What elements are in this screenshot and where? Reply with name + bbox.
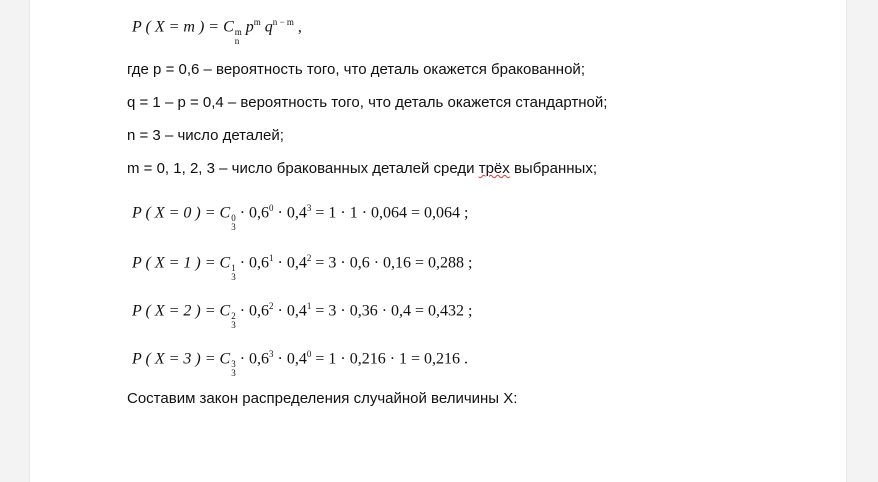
exp-q: 0 [306, 349, 312, 359]
binomial-sup: 0 [231, 213, 236, 224]
exp-q: 2 [306, 253, 312, 263]
text-closing: Составим закон распределения случайной величины X: [127, 390, 518, 407]
formula-end: ; [464, 254, 473, 272]
binomial-sub: 3 [231, 368, 236, 379]
factor-q: · 0,4 [273, 350, 307, 368]
binomial-sub: 3 [231, 222, 236, 233]
formula-x1 [132, 253, 473, 282]
formula-q: q [260, 18, 273, 36]
formula-rhs: = 3 · 0,36 · 0,4 = 0,432 [311, 302, 465, 320]
formula-lhs: P ( X = 0 ) = C [132, 204, 231, 222]
text-line-q: q = 1 – p = 0,4 – вероятность того, что деталь окажется стандартной; [127, 94, 608, 111]
factor-q: · 0,4 [273, 254, 307, 272]
formula-x3 [132, 349, 468, 378]
formula-lhs: P ( X = 3 ) = C [132, 350, 231, 368]
binomial-stack [235, 28, 242, 46]
formula-q-exp: n − m [272, 17, 294, 27]
binomial-sup: 1 [231, 263, 236, 274]
formula-x2 [132, 301, 473, 330]
exp-p: 1 [269, 253, 274, 263]
formula-general [132, 17, 302, 46]
formula-p: p [241, 18, 254, 36]
formula-p-exp: m [253, 17, 261, 27]
exp-p: 2 [269, 301, 274, 311]
formula-end: . [460, 350, 469, 368]
text-line-m-part1: m = 0, 1, 2, 3 – число бракованных деталей среди [127, 160, 479, 177]
text-line-p: где p = 0,6 – вероятность того, что деталь окажется бракованной; [127, 61, 585, 78]
formula-x0 [132, 203, 469, 232]
formula-end: ; [464, 302, 473, 320]
formula-lhs: P ( X = 2 ) = C [132, 302, 231, 320]
binomial-sup: 2 [231, 311, 236, 322]
exp-p: 3 [269, 349, 274, 359]
formula-end: , [293, 18, 302, 36]
text-line-n: n = 3 – число деталей; [127, 127, 284, 144]
formula-rhs: = 1 · 1 · 0,064 = 0,064 [311, 204, 461, 222]
binomial-sup: m [234, 27, 242, 38]
document-page [30, 0, 846, 482]
spellcheck-word[interactable]: трёх [478, 160, 510, 177]
factor-p: · 0,6 [235, 302, 270, 320]
factor-p: · 0,6 [235, 350, 270, 368]
formula-lhs: P ( X = m ) = C [132, 18, 234, 36]
binomial-sub: n [234, 36, 240, 47]
exp-p: 0 [269, 203, 274, 213]
exp-q: 3 [306, 203, 312, 213]
text-line-m [127, 160, 597, 177]
formula-rhs: = 1 · 0,216 · 1 = 0,216 [311, 350, 461, 368]
factor-q: · 0,4 [273, 302, 307, 320]
factor-p: · 0,6 [235, 204, 270, 222]
exp-q: 1 [306, 301, 312, 311]
formula-end: ; [460, 204, 469, 222]
binomial-sup: 3 [231, 359, 236, 370]
factor-q: · 0,4 [273, 204, 307, 222]
factor-p: · 0,6 [235, 254, 270, 272]
binomial-sub: 3 [231, 272, 236, 283]
binomial-sub: 3 [231, 320, 236, 331]
formula-rhs: = 3 · 0,6 · 0,16 = 0,288 [311, 254, 465, 272]
formula-lhs: P ( X = 1 ) = C [132, 254, 231, 272]
text-line-m-part2: выбранных; [509, 160, 597, 177]
